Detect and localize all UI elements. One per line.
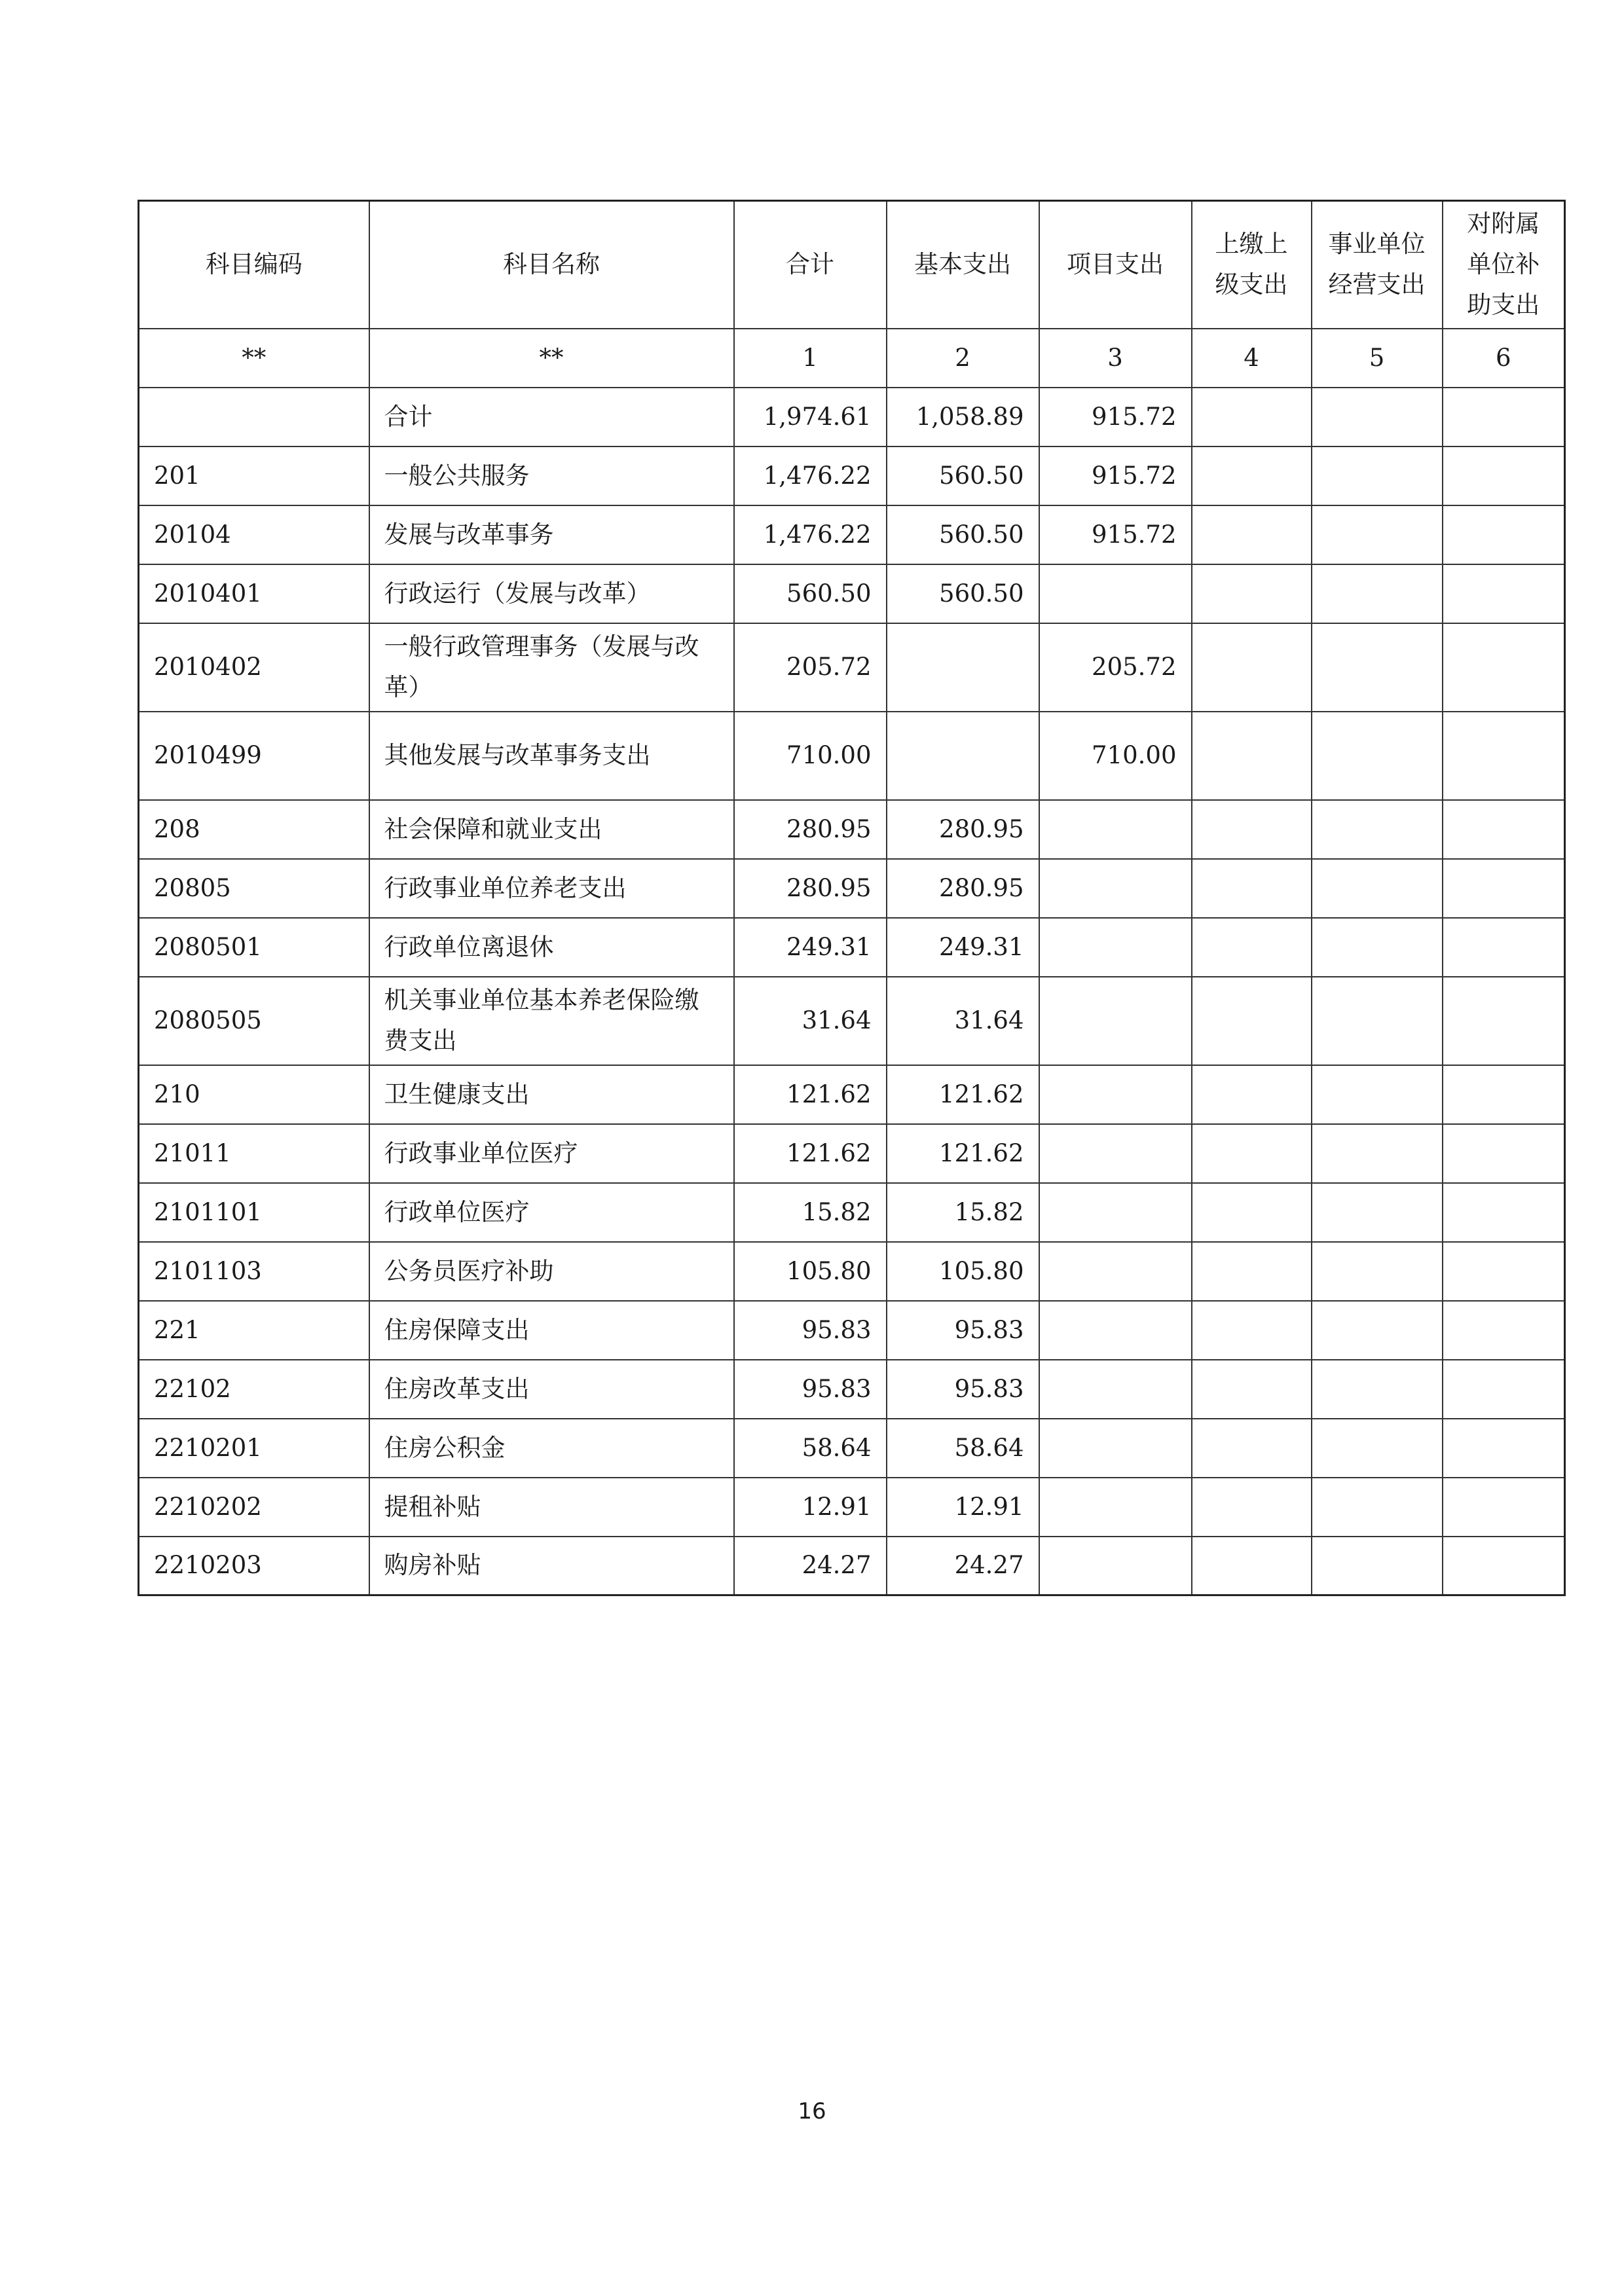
basic-expenditure-cell: 58.64 [887, 1419, 1039, 1478]
table-row [139, 1537, 1565, 1595]
remit-upper-level-cell [1192, 446, 1312, 505]
subsidy-affiliates-cell [1443, 446, 1565, 505]
project-expenditure-cell: 915.72 [1039, 505, 1192, 564]
remit-upper-level-cell [1192, 505, 1312, 564]
table-body [139, 388, 1565, 1595]
project-expenditure-cell [1039, 1183, 1192, 1242]
subject-code-cell: 2080501 [139, 918, 369, 977]
operating-expenditure-cell [1312, 1183, 1443, 1242]
subsidy-affiliates-cell [1443, 977, 1565, 1065]
index-cell: 1 [734, 329, 887, 388]
subject-code-cell: 2210202 [139, 1478, 369, 1537]
project-expenditure-cell [1039, 1537, 1192, 1595]
subject-name-cell: 社会保障和就业支出 [369, 800, 734, 859]
operating-expenditure-cell [1312, 388, 1443, 446]
project-expenditure-cell: 710.00 [1039, 712, 1192, 800]
header-row [139, 201, 1565, 329]
table-row [139, 859, 1565, 918]
subject-code-cell: 2210201 [139, 1419, 369, 1478]
remit-upper-level-cell [1192, 918, 1312, 977]
project-expenditure-cell [1039, 977, 1192, 1065]
subject-name-cell: 发展与改革事务 [369, 505, 734, 564]
page-number: 16 [798, 2098, 826, 2124]
basic-expenditure-cell: 249.31 [887, 918, 1039, 977]
index-cell: 3 [1039, 329, 1192, 388]
basic-expenditure-cell [887, 712, 1039, 800]
total-cell: 249.31 [734, 918, 887, 977]
project-expenditure-cell [1039, 859, 1192, 918]
operating-expenditure-cell [1312, 1124, 1443, 1183]
basic-expenditure-cell: 12.91 [887, 1478, 1039, 1537]
subject-name-cell: 行政单位离退休 [369, 918, 734, 977]
remit-upper-level-cell [1192, 859, 1312, 918]
project-expenditure-cell: 915.72 [1039, 388, 1192, 446]
table-row [139, 1478, 1565, 1537]
subject-name-cell: 住房改革支出 [369, 1360, 734, 1419]
project-expenditure-cell [1039, 564, 1192, 623]
subsidy-affiliates-cell [1443, 712, 1565, 800]
project-expenditure-cell [1039, 1242, 1192, 1301]
operating-expenditure-cell [1312, 1065, 1443, 1124]
subject-name-cell: 住房保障支出 [369, 1301, 734, 1360]
subsidy-affiliates-cell [1443, 918, 1565, 977]
project-expenditure-cell [1039, 1124, 1192, 1183]
total-cell: 280.95 [734, 859, 887, 918]
basic-expenditure-cell: 560.50 [887, 446, 1039, 505]
remit-upper-level-cell [1192, 712, 1312, 800]
subject-code-cell: 20104 [139, 505, 369, 564]
remit-upper-level-cell [1192, 564, 1312, 623]
basic-expenditure-cell: 15.82 [887, 1183, 1039, 1242]
basic-expenditure-cell: 560.50 [887, 505, 1039, 564]
subject-code-cell: 2210203 [139, 1537, 369, 1595]
subsidy-affiliates-cell [1443, 800, 1565, 859]
subject-name-cell: 合计 [369, 388, 734, 446]
total-cell: 95.83 [734, 1360, 887, 1419]
table-row [139, 712, 1565, 800]
subject-code-cell: 22102 [139, 1360, 369, 1419]
total-cell: 121.62 [734, 1065, 887, 1124]
operating-expenditure-cell [1312, 977, 1443, 1065]
table-row [139, 1183, 1565, 1242]
subsidy-affiliates-cell [1443, 1537, 1565, 1595]
total-cell: 560.50 [734, 564, 887, 623]
remit-upper-level-cell [1192, 800, 1312, 859]
table-row [139, 1360, 1565, 1419]
basic-expenditure-cell: 95.83 [887, 1360, 1039, 1419]
subject-name-cell: 机关事业单位基本养老保险缴费支出 [369, 977, 734, 1065]
project-expenditure-cell [1039, 1360, 1192, 1419]
header-total: 合计 [734, 201, 887, 329]
subject-name-cell: 行政运行（发展与改革） [369, 564, 734, 623]
index-cell: 4 [1192, 329, 1312, 388]
total-cell: 1,476.22 [734, 446, 887, 505]
subject-code-cell [139, 388, 369, 446]
basic-expenditure-cell: 105.80 [887, 1242, 1039, 1301]
operating-expenditure-cell [1312, 859, 1443, 918]
index-cell: 5 [1312, 329, 1443, 388]
subsidy-affiliates-cell [1443, 1183, 1565, 1242]
subject-name-cell: 行政事业单位养老支出 [369, 859, 734, 918]
operating-expenditure-cell [1312, 1242, 1443, 1301]
subject-name-cell: 一般行政管理事务（发展与改革） [369, 623, 734, 712]
subject-code-cell: 21011 [139, 1124, 369, 1183]
table-row [139, 1301, 1565, 1360]
subsidy-affiliates-cell [1443, 859, 1565, 918]
subsidy-affiliates-cell [1443, 564, 1565, 623]
basic-expenditure-cell: 280.95 [887, 800, 1039, 859]
subject-name-cell: 行政事业单位医疗 [369, 1124, 734, 1183]
total-cell: 15.82 [734, 1183, 887, 1242]
operating-expenditure-cell [1312, 564, 1443, 623]
table-row [139, 505, 1565, 564]
basic-expenditure-cell: 24.27 [887, 1537, 1039, 1595]
subject-code-cell: 2101101 [139, 1183, 369, 1242]
remit-upper-level-cell [1192, 388, 1312, 446]
table-row [139, 388, 1565, 446]
operating-expenditure-cell [1312, 505, 1443, 564]
subject-code-cell: 2101103 [139, 1242, 369, 1301]
subject-name-cell: 卫生健康支出 [369, 1065, 734, 1124]
index-cell: ** [369, 329, 734, 388]
subject-code-cell: 2080505 [139, 977, 369, 1065]
remit-upper-level-cell [1192, 1124, 1312, 1183]
subject-name-cell: 住房公积金 [369, 1419, 734, 1478]
table-row [139, 1242, 1565, 1301]
total-cell: 95.83 [734, 1301, 887, 1360]
total-cell: 12.91 [734, 1478, 887, 1537]
total-cell: 31.64 [734, 977, 887, 1065]
index-cell: 6 [1443, 329, 1565, 388]
subsidy-affiliates-cell [1443, 505, 1565, 564]
header-subject-code: 科目编码 [139, 201, 369, 329]
table-row [139, 918, 1565, 977]
index-cell: ** [139, 329, 369, 388]
remit-upper-level-cell [1192, 1242, 1312, 1301]
subsidy-affiliates-cell [1443, 1124, 1565, 1183]
total-cell: 280.95 [734, 800, 887, 859]
operating-expenditure-cell [1312, 1419, 1443, 1478]
remit-upper-level-cell [1192, 1478, 1312, 1537]
subject-code-cell: 2010401 [139, 564, 369, 623]
operating-expenditure-cell [1312, 712, 1443, 800]
operating-expenditure-cell [1312, 623, 1443, 712]
subject-name-cell: 其他发展与改革事务支出 [369, 712, 734, 800]
basic-expenditure-cell: 95.83 [887, 1301, 1039, 1360]
header-basic-expenditure: 基本支出 [887, 201, 1039, 329]
project-expenditure-cell: 915.72 [1039, 446, 1192, 505]
subsidy-affiliates-cell [1443, 1065, 1565, 1124]
subject-code-cell: 2010499 [139, 712, 369, 800]
total-cell: 1,974.61 [734, 388, 887, 446]
subject-name-cell: 一般公共服务 [369, 446, 734, 505]
basic-expenditure-cell: 121.62 [887, 1065, 1039, 1124]
operating-expenditure-cell [1312, 1478, 1443, 1537]
subject-code-cell: 2010402 [139, 623, 369, 712]
subject-code-cell: 221 [139, 1301, 369, 1360]
subsidy-affiliates-cell [1443, 388, 1565, 446]
subsidy-affiliates-cell [1443, 1478, 1565, 1537]
subject-code-cell: 210 [139, 1065, 369, 1124]
subsidy-affiliates-cell [1443, 1419, 1565, 1478]
operating-expenditure-cell [1312, 918, 1443, 977]
subject-name-cell: 购房补贴 [369, 1537, 734, 1595]
header-subsidy-affiliates: 对附属单位补助支出 [1443, 201, 1565, 329]
subject-code-cell: 201 [139, 446, 369, 505]
expenditure-table [138, 200, 1566, 1596]
total-cell: 710.00 [734, 712, 887, 800]
table-row [139, 800, 1565, 859]
project-expenditure-cell [1039, 1478, 1192, 1537]
basic-expenditure-cell: 121.62 [887, 1124, 1039, 1183]
header-subject-name: 科目名称 [369, 201, 734, 329]
remit-upper-level-cell [1192, 623, 1312, 712]
subject-name-cell: 公务员医疗补助 [369, 1242, 734, 1301]
basic-expenditure-cell: 1,058.89 [887, 388, 1039, 446]
table-row [139, 977, 1565, 1065]
remit-upper-level-cell [1192, 1537, 1312, 1595]
basic-expenditure-cell: 31.64 [887, 977, 1039, 1065]
header-remit-upper-level: 上缴上级支出 [1192, 201, 1312, 329]
table-row [139, 623, 1565, 712]
subsidy-affiliates-cell [1443, 1242, 1565, 1301]
subject-name-cell: 提租补贴 [369, 1478, 734, 1537]
total-cell: 1,476.22 [734, 505, 887, 564]
subject-code-cell: 20805 [139, 859, 369, 918]
remit-upper-level-cell [1192, 1301, 1312, 1360]
basic-expenditure-cell: 560.50 [887, 564, 1039, 623]
remit-upper-level-cell [1192, 1419, 1312, 1478]
total-cell: 24.27 [734, 1537, 887, 1595]
remit-upper-level-cell [1192, 1360, 1312, 1419]
table-row [139, 564, 1565, 623]
header-operating-expenditure: 事业单位经营支出 [1312, 201, 1443, 329]
project-expenditure-cell [1039, 1419, 1192, 1478]
table-row [139, 446, 1565, 505]
basic-expenditure-cell: 280.95 [887, 859, 1039, 918]
total-cell: 121.62 [734, 1124, 887, 1183]
project-expenditure-cell [1039, 1065, 1192, 1124]
table-row [139, 1419, 1565, 1478]
remit-upper-level-cell [1192, 977, 1312, 1065]
subject-code-cell: 208 [139, 800, 369, 859]
subsidy-affiliates-cell [1443, 1360, 1565, 1419]
operating-expenditure-cell [1312, 1537, 1443, 1595]
subject-name-cell: 行政单位医疗 [369, 1183, 734, 1242]
subsidy-affiliates-cell [1443, 1301, 1565, 1360]
index-cell: 2 [887, 329, 1039, 388]
project-expenditure-cell [1039, 918, 1192, 977]
header-project-expenditure: 项目支出 [1039, 201, 1192, 329]
operating-expenditure-cell [1312, 800, 1443, 859]
total-cell: 105.80 [734, 1242, 887, 1301]
operating-expenditure-cell [1312, 1360, 1443, 1419]
table-row [139, 1124, 1565, 1183]
subsidy-affiliates-cell [1443, 623, 1565, 712]
operating-expenditure-cell [1312, 1301, 1443, 1360]
operating-expenditure-cell [1312, 446, 1443, 505]
project-expenditure-cell [1039, 800, 1192, 859]
table-row [139, 1065, 1565, 1124]
remit-upper-level-cell [1192, 1183, 1312, 1242]
basic-expenditure-cell [887, 623, 1039, 712]
total-cell: 205.72 [734, 623, 887, 712]
remit-upper-level-cell [1192, 1065, 1312, 1124]
index-row [139, 329, 1565, 388]
project-expenditure-cell [1039, 1301, 1192, 1360]
total-cell: 58.64 [734, 1419, 887, 1478]
project-expenditure-cell: 205.72 [1039, 623, 1192, 712]
